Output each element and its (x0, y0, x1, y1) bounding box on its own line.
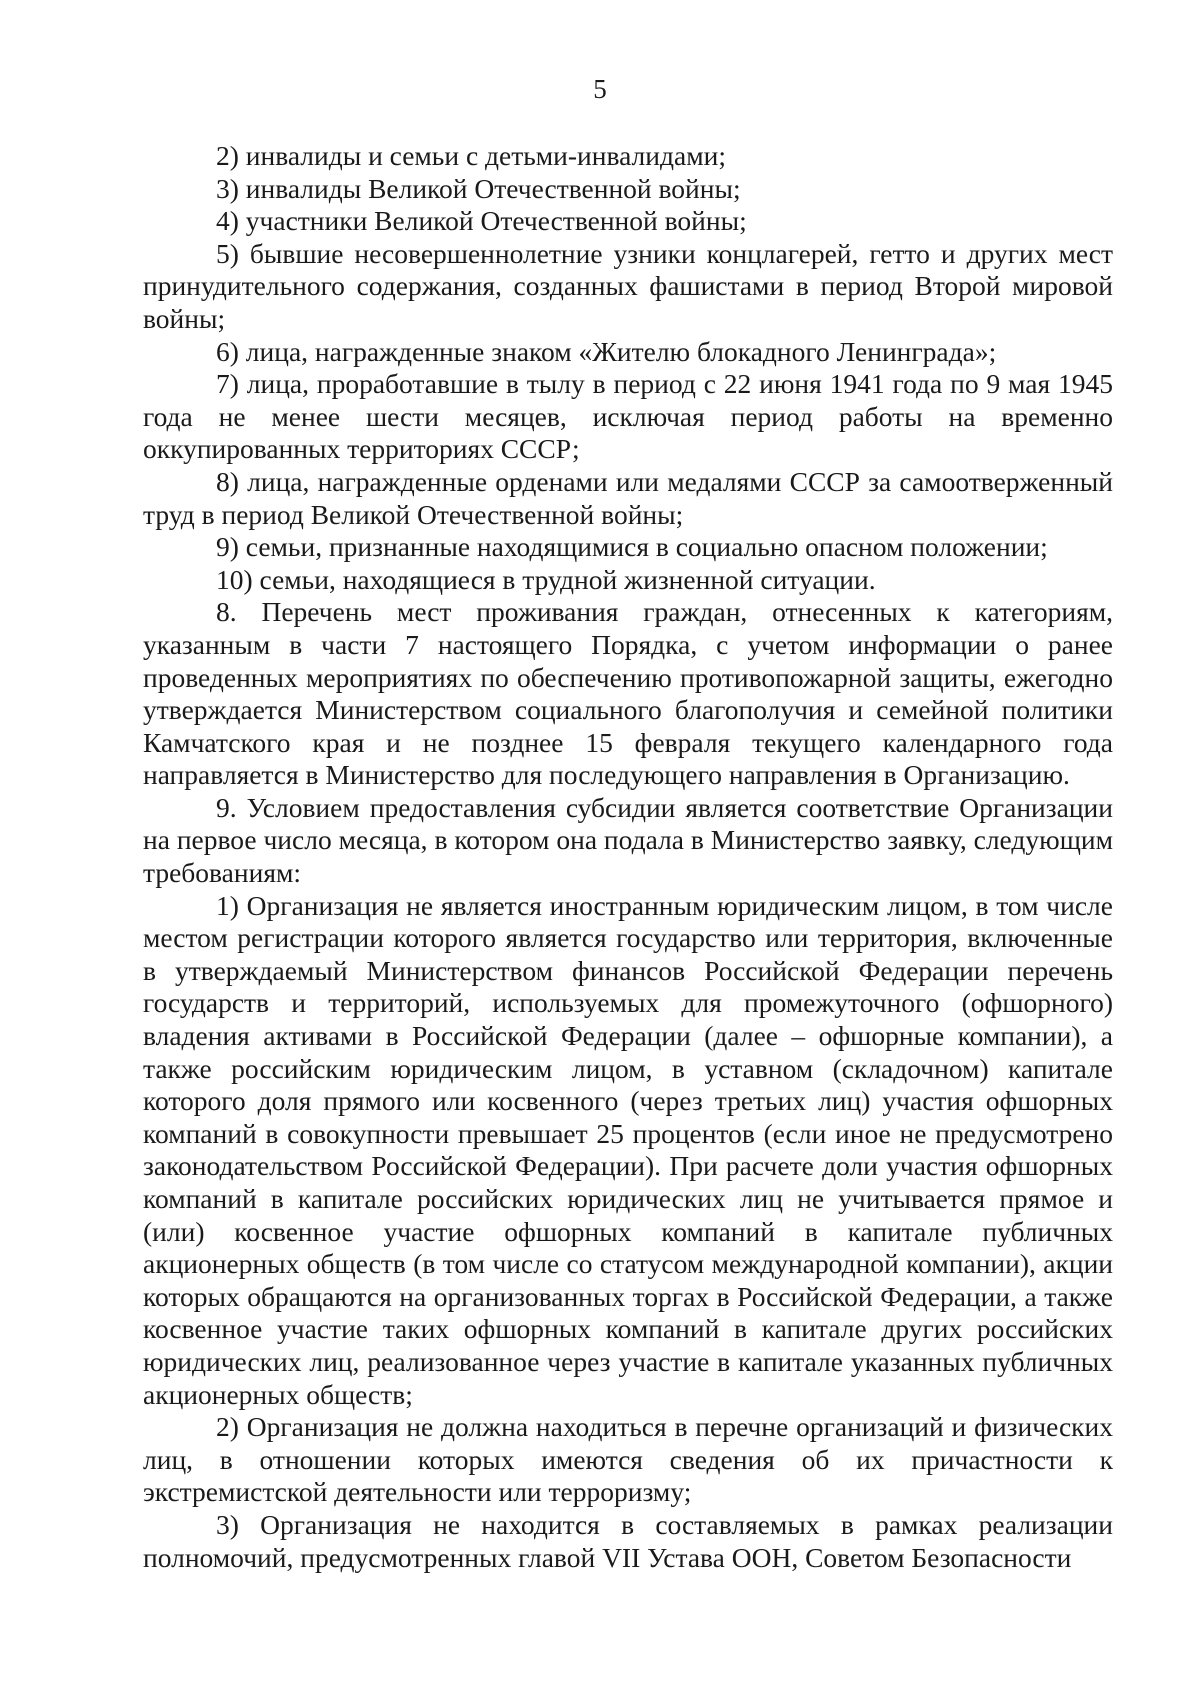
clause-8-paragraph: 8. Перечень мест проживания граждан, отнесенных к категориям, указанным в части 7 настоящего Порядка, с учетом информации о ранее проведенных мероприятиях по обеспечению противопожарной защиты, ежегодно утверждается Министерством социального благополучия и семейной политики Камчатского края и не позднее 15 февраля текущего календарного года направляется в Министерство для последующего направления в Организацию. (143, 596, 1113, 791)
page-number: 5 (593, 74, 607, 104)
list-item-former-prisoners: 5) бывшие несовершеннолетние узники концлагерей, гетто и других мест принудительного содержания, созданных фашистами в период Второй мировой войны; (143, 237, 1113, 334)
list-item-families-danger: 9) семьи, признанные находящимися в социально опасном положении; (216, 531, 1048, 563)
list-item-war-invalids: 3) инвалиды Великой Отечественной войны; (216, 172, 741, 204)
list-item-home-front-workers: 7) лица, проработавшие в тылу в период с 22 июня 1941 года по 9 мая 1945 года не менее шести месяцев, исключая период работы на временно оккупированных территориях СССР; (143, 368, 1113, 465)
list-item-leningrad-siege: 6) лица, награжденные знаком «Жителю блокадного Ленинграда»; (216, 335, 997, 367)
list-item-awarded-workers: 8) лица, награжденные орденами или медалями СССР за самоотверженный труд в период Великой Отечественной войны; (143, 465, 1113, 530)
requirement-3-paragraph: 3) Организация не находится в составляемых в рамках реализации полномочий, предусмотренных главой VII Устава ООН, Советом Безопасности (143, 1508, 1113, 1573)
requirement-1-paragraph: 1) Организация не является иностранным юридическим лицом, в том числе местом регистрации которого является государство или территория, включенные в утверждаемый Министерством финансов Российской Федерации перечень государств и территорий, используемых для промежуточного (офшорного) владения активами в Российской Федерации (далее – офшорные компании), а также российским юридическим лицом, в уставном (складочном) капитале которого доля прямого или косвенного (через третьих лиц) участия офшорных компаний в совокупности превышает 25 процентов (если иное не предусмотрено законодательством Российской Федерации). При расчете доли участия офшорных компаний в капитале российских юридических лиц не учитывается прямое и (или) косвенное участие офшорных компаний в капитале публичных акционерных обществ (в том числе со статусом международной компании), акции которых обращаются на организованных торгах в Российской Федерации, а также косвенное участие таких офшорных компаний в капитале других российских юридических лиц, реализованное через участие в капитале указанных публичных акционерных обществ; (143, 889, 1113, 1410)
list-item-families-difficult: 10) семьи, находящиеся в трудной жизненной ситуации. (216, 563, 876, 595)
list-item-disabled-families: 2) инвалиды и семьи с детьми-инвалидами; (216, 140, 726, 171)
list-item-war-participants: 4) участники Великой Отечественной войны; (216, 205, 747, 237)
requirement-2-paragraph: 2) Организация не должна находиться в перечне организаций и физических лиц, в отношении которых имеются сведения об их причастности к экстремистской деятельности или терроризму; (143, 1411, 1113, 1508)
clause-9-paragraph: 9. Условием предоставления субсидии является соответствие Организации на первое число месяца, в котором она подала в Министерство заявку, следующим требованиям: (143, 791, 1113, 889)
document-body (143, 140, 1113, 1574)
